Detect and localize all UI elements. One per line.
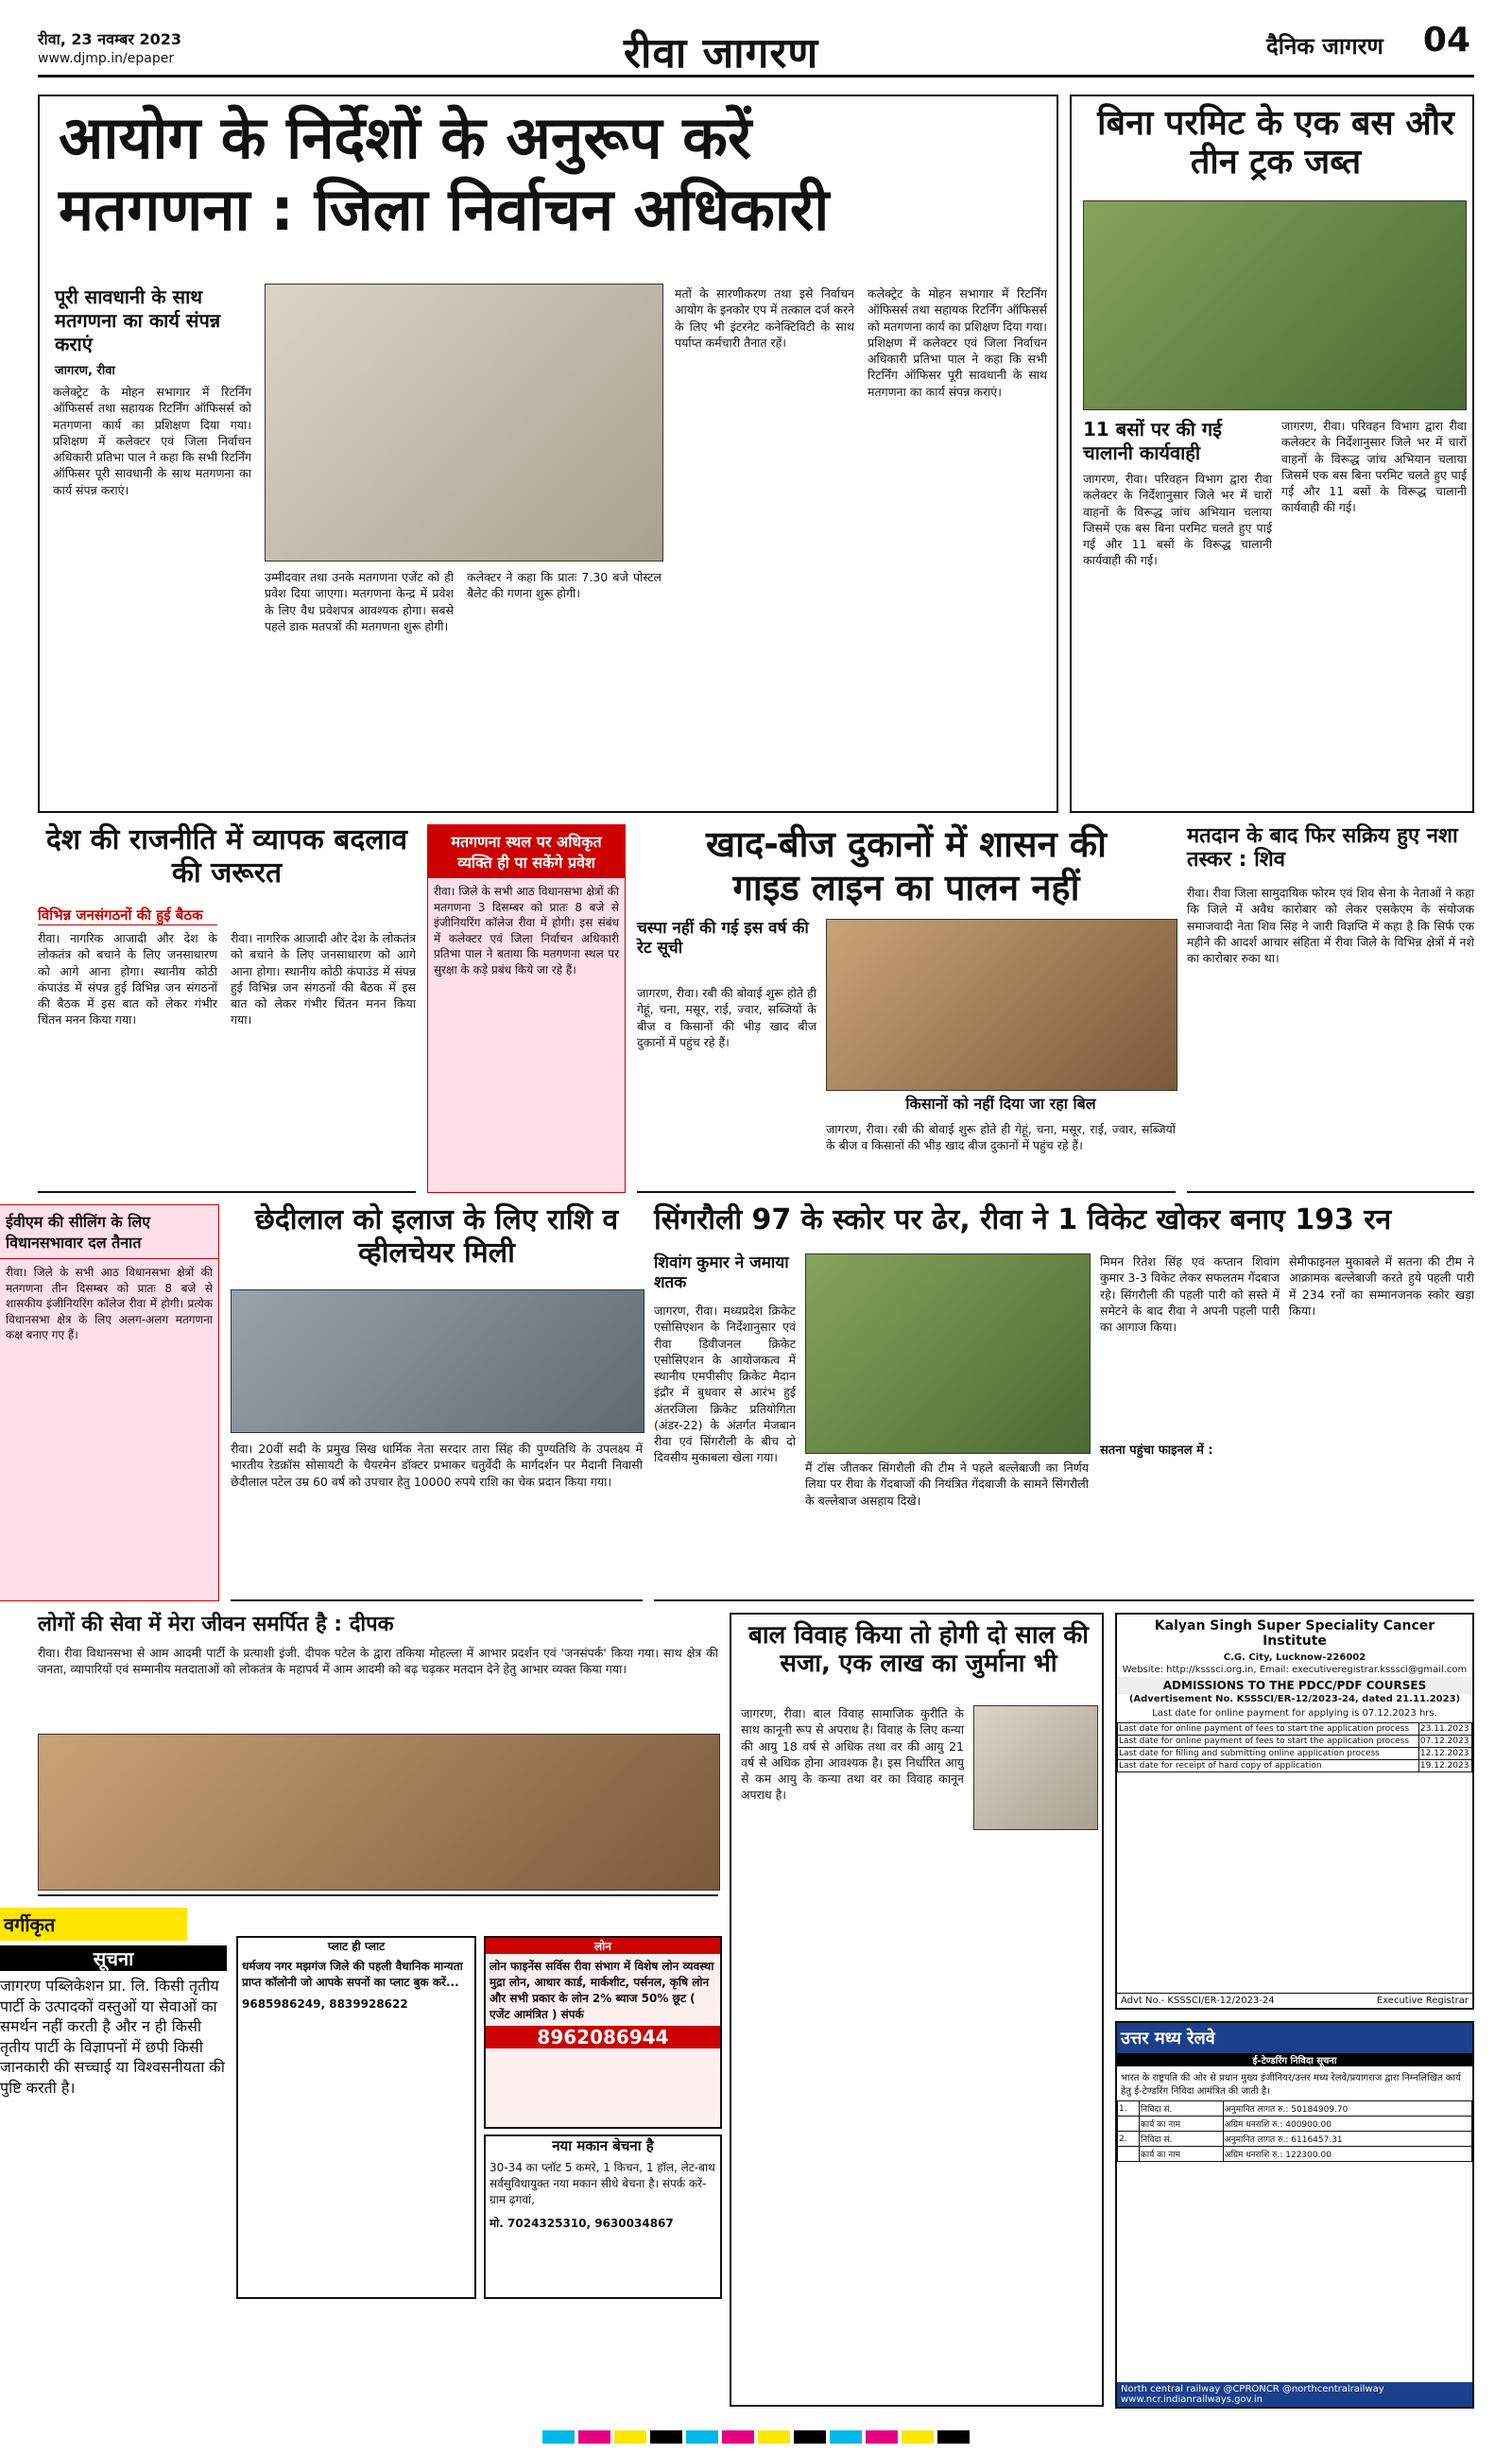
loan-ad-body: लोन फाइनेंस सर्विस रीवा संभाग में विशेष लोन व्यवस्था मुद्रा लोन, आधार कार्ड, मार्कशीट, पर्सनल, कृषि लोन और सभी प्रकार के लोन 2% ब्याज 50% छूट ( एजेंट आमंत्रित ) संपर्क [490,1960,714,2021]
classifieds-header: वर्गीकृत [0,1908,187,1941]
plot-ad-contact: 9685986249, 8839928622 [242,1997,408,2011]
deepak-story [38,1613,718,1896]
kalyan-ad-last-date: Last date for online payment for applying is 07.12.2023 hrs. [1152,1708,1437,1719]
page-number: 04 [1419,21,1474,60]
lead-byline: जागरण, रीवा [55,364,115,378]
lead-body-col4: कलेक्ट्रेट के मोहन सभागार में रिटर्निंग ऑफिसर्स तथा सहायक रिटर्निंग ऑफिसर्स को मतगणना कार्य का प्रशिक्षण दिया गया। प्रशिक्षण में कलेक्टर एवं जिला निर्वाचन अधिकारी प्रतिभा पाल ने कहा कि सभी रिटर्निंग ऑफिसर पूरी सावधानी के साथ मतगणना का कार्य संपन्न कराएं। [868,286,1047,399]
cricket-match-photo [805,1253,1091,1454]
house-ad [484,2134,722,2299]
lead-headline-line2: मतगणना : जिला निर्वाचन अधिकारी [59,175,830,244]
politics-body: रीवा। नागरिक आजादी और देश के लोकतंत्र को बचाने के लिए जनसाधारण को आगे आना होगा। स्थानीय कोठी कंपाउंड में संपन्न हुई विभिन्न जन संगठनों की बैठक में इस बात को लेकर गंभीर चिंतन मनन किया गया। [38,931,217,1028]
swatch [686,2430,718,2444]
fertilizer-story [637,824,1176,1193]
paper-name: दैनिक जागरण [1266,33,1383,60]
politics-headline: देश की राजनीति में व्यापक बदलाव की जरूरत [45,823,408,890]
swatch [578,2430,610,2444]
table-row: 1. निविदा सं. अनुमानित लागत रु.: 50184909.70 [1118,2101,1472,2117]
child-marriage-headline: बाल विवाह किया तो होगी दो साल की सजा, एक लाख का जुर्माना भी [748,1621,1089,1678]
loan-ad [484,1936,722,2129]
bus-checking-photo [1083,200,1467,410]
swatch [614,2430,646,2444]
cricket-body-col4: सेमीफाइनल मुकाबले में सतना की टीम ने आक्रामक बल्लेबाजी करते हुये पहली पारी में 234 रनों का सम्मानजनक स्कोर खड़ा किया। [1289,1254,1474,1318]
lead-photo-caption: कलेक्टर ने कहा कि प्रातः 7.30 बजे पोस्टल बैलेट की गणना शुरू होगी। [467,570,662,601]
house-ad-body: 30-34 का प्लॉट 5 कमरे, 1 किचन, 1 हॉल, लेट-बाथ सर्वसुविधायुक्त नया मकान सीधे बेचना है। संपर्क करें- ग्राम ढ़गवां, [490,2161,715,2206]
house-ad-phone: मो. 7024325310, 9630034867 [490,2217,674,2230]
child-marriage-story [730,1613,1104,2407]
lead-body-col3: मतों के सारणीकरण तथा इसे निर्वाचन आयोग के इनकोर एप में तत्काल दर्ज करने के लिए भी इंटरनेट कनेक्टिविटी के साथ पर्याप्त कर्मचारी तैनात रहें। [675,286,854,350]
deepak-headline: लोगों की सेवा में मेरा जीवन समर्पित है : दीपक [38,1613,394,1636]
cricket-body-col2: मैं टॉस जीतकर सिंगरौली की टीम ने पहले बल्लेबाजी का निर्णय लिया पर रीवा के गेंदबाजों की नियंत्रित गेंदबाजी के सामने सिंगरौली के बल्लेबाज असहाय दिखे। [805,1460,1089,1508]
drug-headline: मतदान के बाद फिर सक्रिय हुए नशा तस्कर : शिव [1187,824,1458,873]
swatch [722,2430,754,2444]
color-registration-bar [0,2420,1512,2454]
cricket-story [654,1204,1474,1601]
child-marriage-illustration [973,1705,1098,1830]
lead-story [38,95,1058,813]
drug-story [1187,824,1474,1193]
fertilizer-body: जागरण, रीवा। रबी की बोवाई शुरू होते ही गेहूं, चना, मसूर, राई, ज्वार, सब्जियों के बीज व किसानों की भीड़ खाद बीज दुकानों में पहुंच रहे हैं। [637,986,816,1049]
kalyan-ad-admission: ADMISSIONS TO THE PDCC/PDF COURSES [1117,1677,1472,1694]
kalyan-ad-dates-table [1117,1722,1472,1772]
fertilizer-headline-line2: गाइड लाइन का पालन नहीं [732,867,1080,908]
bus-body-col2: जागरण, रीवा। परिवहन विभाग द्वारा रीवा कलेक्टर के निर्देशानुसार जिले भर में चारों वाहनों के विरूद्ध जांच अभियान चलाया जिसमें एक बस बिना परमिट चलते हुए पाई गई और 11 बसों के विरूद्ध चालानी कार्यवाही की गई। [1281,419,1467,515]
fertilizer-body-col2: जागरण, रीवा। रबी की बोवाई शुरू होते ही गेहूं, चना, मसूर, राई, ज्वार, सब्जियों के बीज व किसानों की भीड़ खाद बीज दुकानों में पहुंच रहे हैं। [826,1122,1176,1153]
edition-title: रीवा जागरण [624,29,819,78]
child-marriage-body: जागरण, रीवा। बाल विवाह सामाजिक कुरीति के साथ कानूनी रूप से अपराध है। विवाह के लिए कन्या की आयु 18 वर्ष से अधिक तथा वर की आयु 21 वर्ष से अधिक होना आवश्यक है। इस निर्धारित आयु से कम आयु के कन्या तथा वर का विवाह कानून अपराध है। [741,1706,964,1803]
kalyan-ad-advt: (Advertisement No. KSSSCI/ER-12/2023-24, dated 21.11.2023) [1128,1694,1461,1704]
politics-redhead: विभिन्न जनसंगठनों की हुई बैठक [38,906,217,925]
lead-headline-line1: आयोग के निर्देशों के अनुरूप करें [59,103,752,172]
railway-title: उत्तर मध्य रेलवे [1117,2023,1472,2053]
table-row: Last date for online payment of fees to start the application process 07.12.2023 [1118,1736,1472,1748]
evm-box [0,1204,219,1601]
swatch [902,2430,934,2444]
chhedi-headline: छेदीलाल को इलाज के लिए राशि व व्हीलचेयर मिली [254,1203,619,1270]
chhedi-story [231,1204,643,1601]
kalyan-ad-sub: C.G. City, Lucknow-226002 [1223,1652,1366,1663]
issue-date: रीवा, 23 नवम्बर 2023 [38,30,181,48]
cricket-body-col3: मिमन रितेश सिंह एवं कप्तान शिवांग कुमार 3-3 विकेट लेकर सफलतम गेंदबाज रहे। सिंगरौली की पहली पारी को सस्ते में समेटने के बाद रीवा ने अपनी पहली पारी का आगाज किया। [1100,1254,1280,1334]
classifieds-section [0,1908,718,2409]
kalyan-ad-footer: Advt No.- KSSSCI/ER-12/2023-24 Executive Registrar [1117,1993,1472,2008]
loan-ad-phone: 8962086944 [486,2026,720,2048]
epaper-url[interactable]: www.djmp.in/epaper [38,51,175,66]
cricket-headline: सिंगरौली 97 के स्कोर पर ढेर, रीवा ने 1 विकेट खोकर बनाए 193 रन [654,1203,1392,1236]
table-row: Last date for online payment of fees to start the application process 23.11.2023 [1118,1723,1472,1736]
chhedi-body: रीवा। 20वीं सदी के प्रमुख सिख धार्मिक नेता सरदार तारा सिंह की पुण्यतिथि के उपलक्ष्य में भारतीय रेडक्रॉस सोसायटी के चैयरमेन डॉक्टर प्रभाकर चतुर्वेदी के मार्गदर्शन पर मैदानी निवासी छेदीलाल पटेल उम्र 60 वर्ष को उपचार हेतु 10000 रुपये राशि का चेक प्रदान किया गया। [231,1442,643,1489]
kalyan-ad-web: Website: http://ksssci.org.in, Email: executiveregistrar.ksssci@gmail.com [1122,1665,1468,1675]
railway-table [1117,2100,1472,2162]
evm-body: रीवा। जिले के सभी आठ विधानसभा क्षेत्रों की मतगणना तीन दिसम्बर को प्रातः 8 बजे से शासकीय इंजीनियरिंग कॉलेज रीवा में होगी। प्रत्येक विधानसभा क्षेत्र के लिए अलग-अलग मतगणना कक्ष बनाए गए हैं। [6,1266,213,1342]
table-row: कार्य का नाम अग्रिम धनराशि रु.: 400900.00 [1118,2117,1472,2132]
politics-body-col2: रीवा। नागरिक आजादी और देश के लोकतंत्र को बचाने के लिए जनसाधारण को आगे आना होगा। स्थानीय कोठी कंपाउंड में संपन्न हुई विभिन्न जन संगठनों की बैठक में इस बात को लेकर गंभीर चिंतन मनन किया गया। [231,931,416,1028]
loan-ad-title: लोन [486,1938,720,1954]
plot-ad-title: प्लाट ही प्लाट [327,1940,386,1953]
cricket-subhead: शिवांग कुमार ने जमाया शतक [654,1253,789,1293]
railway-tender-ad [1115,2021,1474,2409]
notice-body: जागरण पब्लिकेशन प्रा. लि. किसी तृतीय पार्टी के उत्पादकों वस्तुओं या सेवाओं का समर्थन नहीं करती है और न ही किसी तृतीय पार्टी के विज्ञापनों में छपी किसी जानकारी की सच्चाई या विश्वसनीयता की पुष्टि करती है। [0,1977,225,2097]
lead-body-col2: उम्मीदवार तथा उनके मतगणना एजेंट को ही प्रवेश दिया जाएगा। मतगणना केन्द्र में प्रवेश के लिए वैध प्रवेशपत्र आवश्यक होगा। सबसे पहले डाक मतपत्रों की मतगणना शुरू होगी। [265,570,454,633]
swatch [937,2430,970,2444]
cricket-subhead2: सतना पहुंचा फाइनल में : [1100,1443,1213,1458]
house-ad-title: नया मकान बेचना है [552,2137,654,2154]
notice-title: सूचना [0,1945,227,1971]
table-row: 2. निविदा सं. अनुमानित लागत रु.: 6116457.31 [1118,2132,1472,2147]
evm-headline: ईवीएम की सीलिंग के लिए विधानसभावार दल तैनात [0,1205,218,1259]
swatch [542,2430,575,2444]
cricket-body-col1: जागरण, रीवा। मध्यप्रदेश क्रिकेट एसोसिएशन के निर्देशानुसार एवं रीवा डिवीजनल क्रिकेट एसोसिएशन के आयोजकत्व में स्थानीय एमपीसीए क्रिकेट मैदान इंद्रौर में बुधवार से आरंभ हुई अंतरजिला क्रिकेट प्रतियोगिता (अंडर-22) के अंतर्गत मेजबान रीवा एवं सिंगरौली के बीच दो दिवसीय मुकाबला खेला गया। [654,1304,796,1465]
plot-ad [236,1936,476,2299]
swatch [794,2430,826,2444]
politics-story [38,824,416,1193]
training-hall-photo [265,284,663,562]
redcross-photo [231,1289,644,1433]
plot-ad-body: धर्मजय नगर मझगंज जिले की पहली वैधानिक मान्यता प्राप्त कॉलोनी जो आपके सपनों का प्लाट बुक करें... [242,1960,463,1989]
swatch [866,2430,898,2444]
deepak-rally-photo [38,1734,720,1891]
counting-center-box [427,824,626,1193]
masthead [38,21,1474,78]
deepak-body: रीवा। रीवा विधानसभा से आम आदमी पार्टी के प्रत्याशी इंजी. दीपक पटेल के द्वारा तकिया मोहल्ला में आभार प्रदर्शन एवं 'जनसंपर्क' किया गया। साथ क्षेत्र की जनता, व्यापारियों एवं सम्मानीय मतदाताओं को लोकतंत्र के महापर्व में आम आदमी को बढ़ चढ़कर मतदान देने हेतु आभार व्यक्त किया गया। [38,1646,718,1677]
railway-footer: North central railway @CPRONCR @northcentralrailway www.ncr.indianrailways.gov.in [1117,2382,1472,2407]
kalyan-cancer-ad [1115,1613,1474,2010]
bus-subhead: 11 बसों पर की गई चालानी कार्यवाही [1083,418,1222,464]
counting-center-headline: मतगणना स्थल पर अधिकृत व्यक्ति ही पा सकेंगे प्रवेश [428,825,625,878]
counting-center-body: रीवा। जिले के सभी आठ विधानसभा क्षेत्रों की मतगणना 3 दिसम्बर को प्रातः 8 बजे से इंजीनियरिंग कॉलेज रीवा में होगी। इस संबंध में कलेक्टर एवं जिला निर्वाचन अधिकारी प्रतिभा पाल ने बताया कि मतगणना स्थल पर सुरक्षा के कड़े प्रबंध किये जा रहे हैं। [434,885,619,976]
bus-body: जागरण, रीवा। परिवहन विभाग द्वारा रीवा कलेक्टर के निर्देशानुसार जिले भर में चारों वाहनों के विरूद्ध जांच अभियान चलाया जिसमें एक बस बिना परमिट चलते हुए पाई गई और 11 बसों के विरूद्ध चालानी कार्यवाही की गई। [1083,472,1272,568]
swatch [758,2430,790,2444]
kalyan-ad-title: Kalyan Singh Super Speciality Cancer Institute [1154,1618,1435,1649]
fertilizer-photo-caption: किसानों को नहीं दिया जा रहा बिल [905,1095,1096,1113]
railway-tender: ई-टेण्डरिंग निविदा सूचना [1117,2053,1472,2066]
swatch [830,2430,862,2444]
table-row: Last date for filling and submitting online application process 12.12.2023 [1118,1748,1472,1760]
fertilizer-shop-photo [826,919,1177,1091]
fertilizer-subhead: चस्पा नहीं की गई इस वर्ष की रेट सूची [637,919,809,959]
table-row: Last date for receipt of hard copy of application 19.12.2023 [1118,1760,1472,1772]
drug-body: रीवा। रीवा जिला सामुदायिक फोरम एवं शिव सेना के नेताओं ने कहा कि जिले में अवैध कारोबार को लेकर एसकेएम के संयोजक समाजवादी नेता शिव सिंह ने जारी विज्ञप्ति में कहा है कि सिर्फ एक महीने की आदर्श आचार संहिता में रीवा जिले के विभिन्न क्षेत्रों में नशे का कारोबार रुका था। [1187,886,1474,965]
lead-body-col1: कलेक्ट्रेट के मोहन सभागार में रिटर्निंग ऑफिसर्स तथा सहायक रिटर्निंग ऑफिसर्स को मतगणना कार्य का प्रशिक्षण दिया गया। प्रशिक्षण में कलेक्टर एवं जिला निर्वाचन अधिकारी प्रतिभा पाल ने कहा कि सभी रिटर्निंग ऑफिसर पूरी सावधानी के साथ मतगणना का कार्य संपन्न कराएं। [53,385,251,497]
fertilizer-headline-line1: खाद-बीज दुकानों में शासन की [706,823,1107,865]
bus-headline: बिना परमिट के एक बस और तीन ट्रक जब्त [1097,104,1454,182]
swatch [650,2430,682,2444]
railway-body: भारत के राष्ट्रपति की ओर से प्रधान मुख्य इंजीनियर/उत्तर मध्य रेलवे/प्रयागराज द्वारा निम्नलिखित कार्य हेतु ई-टेण्डरिंग निविदा आमंत्रित की जाती है। [1121,2073,1461,2097]
table-row: कार्य का नाम अग्रिम धनराशि रु.: 122300.00 [1118,2147,1472,2162]
bus-story [1070,95,1474,813]
lead-subhead: पूरी सावधानी के साथ मतगणना का कार्य संपन्न कराएं [55,285,221,355]
